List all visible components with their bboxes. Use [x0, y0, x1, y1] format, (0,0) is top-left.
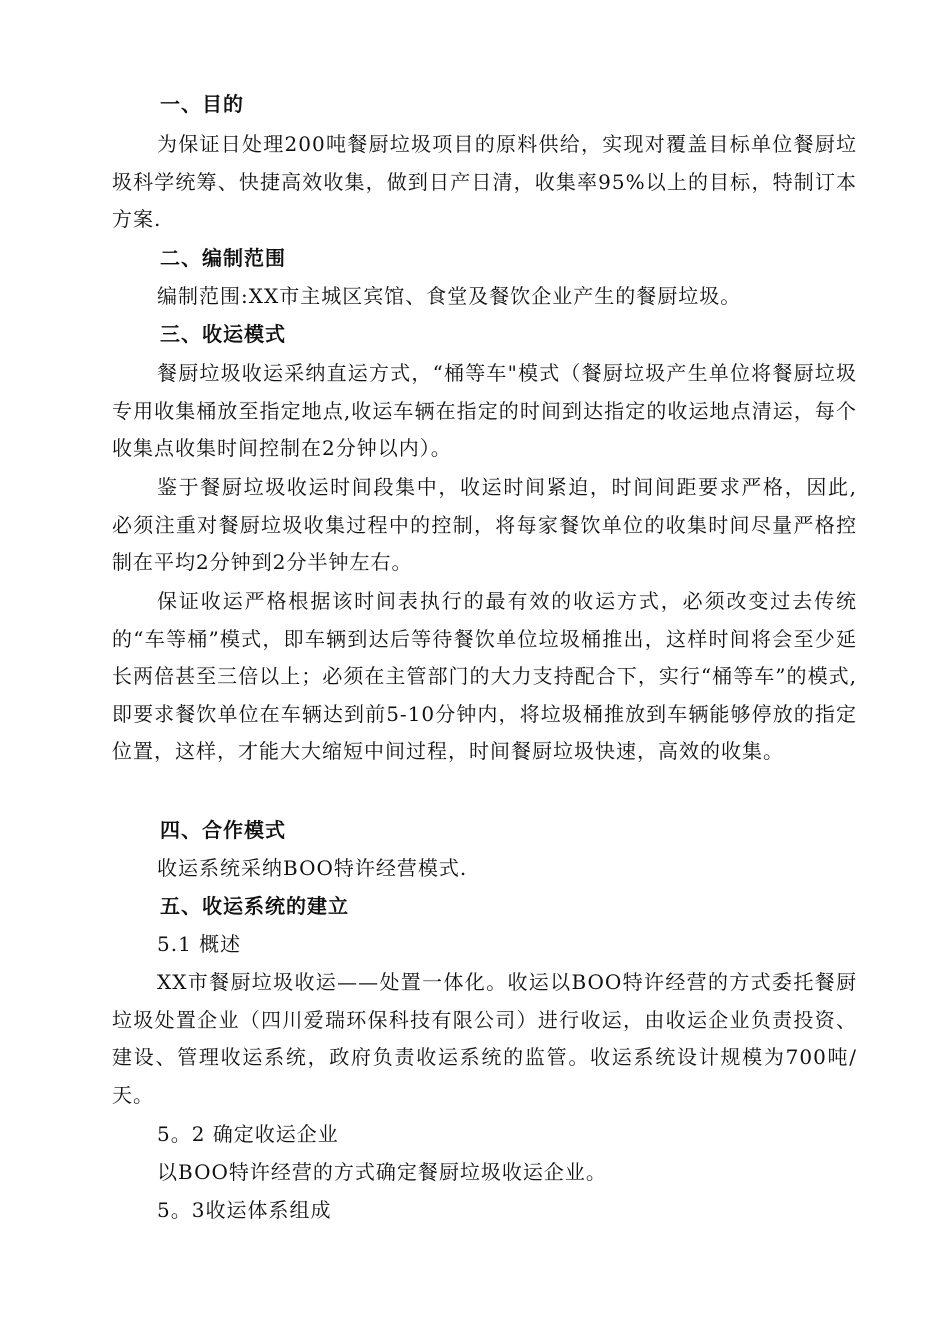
section-heading-scope: 二、编制范围: [160, 246, 286, 270]
paragraph-cooperation: 收运系统采纳BOO特许经营模式.: [157, 856, 468, 880]
paragraph-collection-mode-2: 鉴于餐厨垃圾收运时间段集中，收运时间紧迫，时间间距要求严格，因此,必须注重对餐厨垃圾收集过程中的控制，将每家餐饮单位的收集时间尽量严格控制在平均2分钟到2分半钟左右。: [112, 475, 857, 574]
subsection-title-overview: 5.1 概述: [157, 932, 242, 956]
paragraph-scope: 编制范围:XX市主城区宾馆、食堂及餐饮企业产生的餐厨垃圾。: [157, 284, 742, 308]
paragraph-collection-mode-3: 保证收运严格根据该时间表执行的最有效的收运方式，必须改变过去传统的“车等桶”模式，即车辆到达后等待餐饮单位垃圾桶推出，这样时间将会至少延长两倍甚至三倍以上；必须在主管部门的大力支持配合下，实行“桶等车”的模式,即要求餐饮单位在车辆达到前5-10分钟内，将垃圾桶推放到车辆能够停放的指定位置，这样，才能大大缩短中间过程，时间餐厨垃圾快速，高效的收集。: [112, 589, 857, 763]
subsection-title-composition: 5。3收运体系组成: [157, 1198, 332, 1222]
paragraph-collection-mode-1: 餐厨垃圾收运采纳直运方式，“桶等车"模式（餐厨垃圾产生单位将餐厨垃圾专用收集桶放至指定地点,收运车辆在指定的时间到达指定的收运地点清运，每个收集点收集时间控制在2分钟以内）。: [112, 361, 857, 460]
subsection-title-enterprise: 5。2 确定收运企业: [157, 1122, 339, 1146]
section-heading-collection-mode: 三、收运模式: [160, 322, 286, 346]
paragraph-purpose: 为保证日处理200吨餐厨垃圾项目的原料供给，实现对覆盖目标单位餐厨垃圾科学统筹、快捷高效收集，做到日产日清，收集率95%以上的目标，特制订本方案.: [112, 132, 857, 231]
paragraph-enterprise: 以BOO特许经营的方式确定餐厨垃圾收运企业。: [157, 1160, 607, 1184]
section-heading-system: 五、收运系统的建立: [160, 894, 349, 918]
paragraph-overview: XX市餐厨垃圾收运——处置一体化。收运以BOO特许经营的方式委托餐厨垃圾处置企业（四川爱瑞环保科技有限公司）进行收运，由收运企业负责投资、建设、管理收运系统，政府负责收运系统的监管。收运系统设计规模为700吨/天。: [112, 970, 857, 1107]
section-heading-purpose: 一、目的: [160, 92, 244, 116]
section-heading-cooperation: 四、合作模式: [160, 818, 286, 842]
